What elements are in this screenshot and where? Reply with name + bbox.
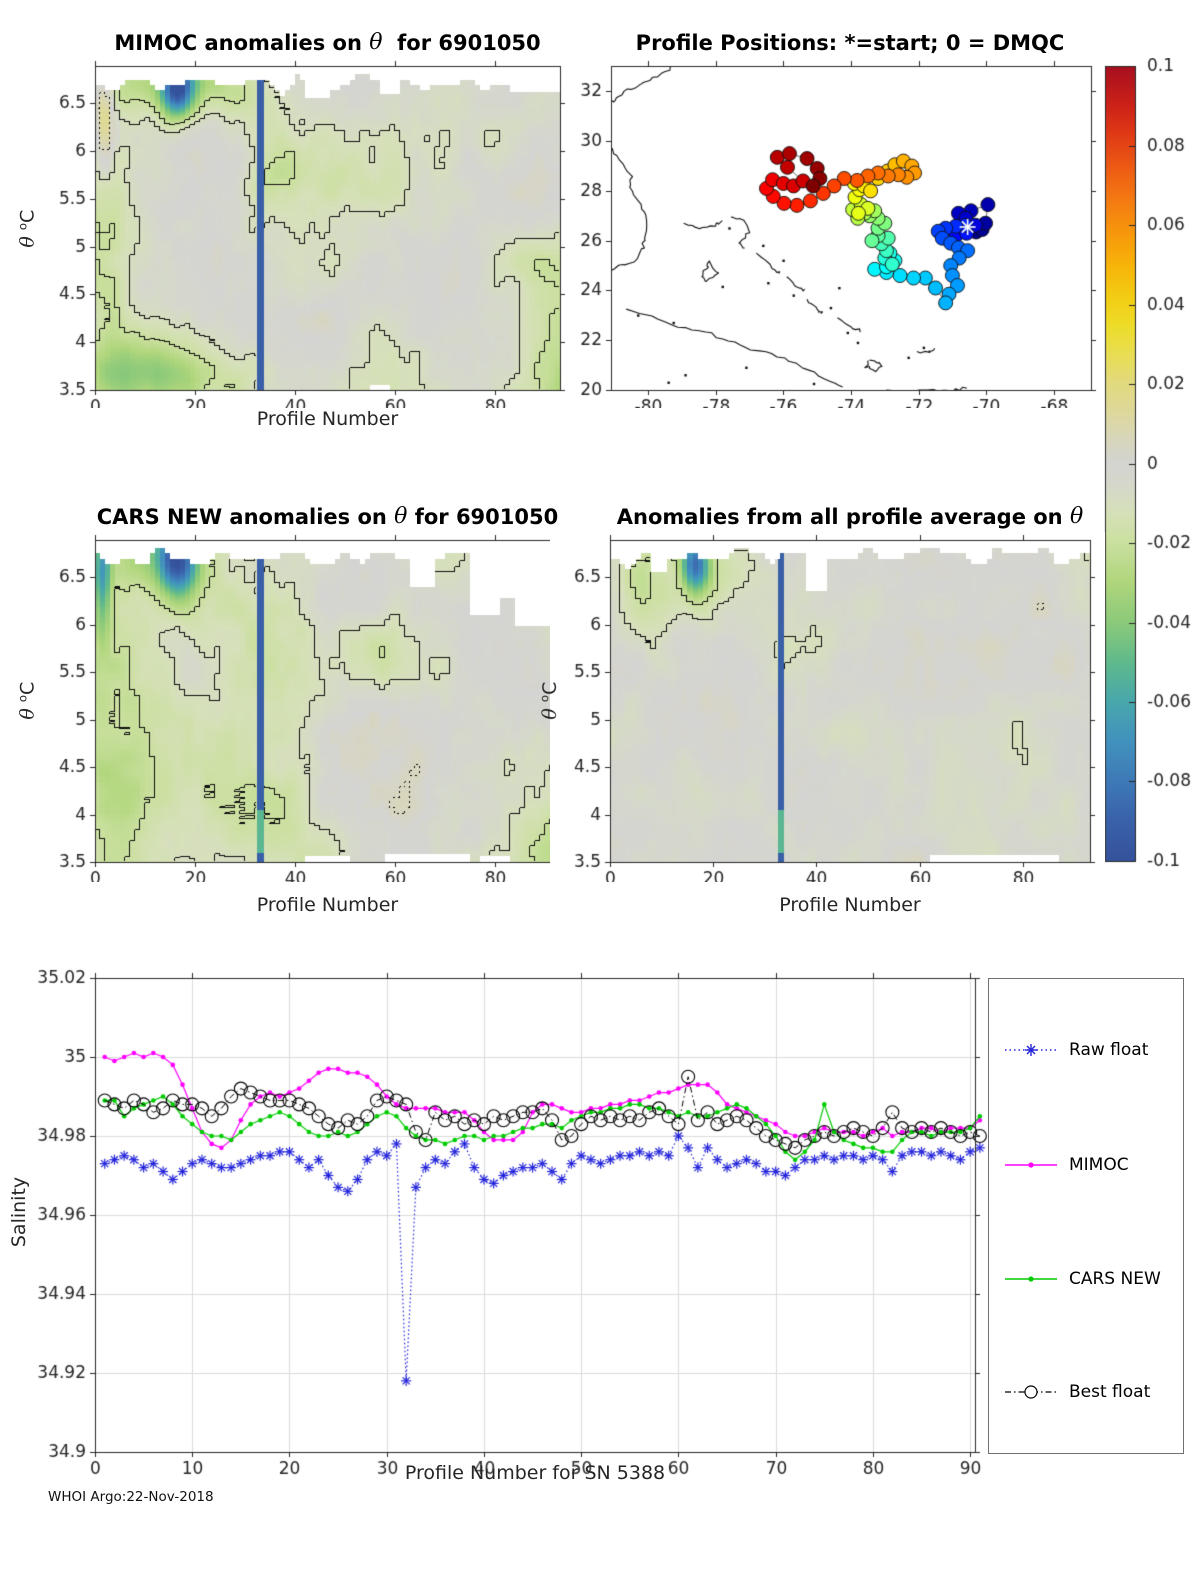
legend-label: MIMOC bbox=[1069, 1155, 1129, 1175]
profile-positions-map bbox=[575, 58, 1105, 408]
legend-item-best-float bbox=[1003, 1377, 1173, 1407]
ylabel-cars bbox=[15, 641, 38, 761]
unit-c: C bbox=[538, 681, 561, 695]
degree-sup: o bbox=[15, 694, 30, 703]
mimoc-anomaly-heatmap bbox=[35, 58, 575, 408]
theta-symbol: θ bbox=[16, 708, 39, 720]
title-text: MIMOC anomalies on bbox=[114, 31, 370, 55]
panel-title-avg bbox=[610, 504, 1090, 530]
legend-label: CARS NEW bbox=[1069, 1269, 1161, 1289]
xlabel-avg: Profile Number bbox=[779, 894, 921, 916]
cars-new-line-sample bbox=[1003, 1269, 1059, 1289]
theta-symbol: θ bbox=[394, 504, 408, 529]
footer-datestamp: WHOI Argo:22-Nov-2018 bbox=[48, 1489, 214, 1505]
legend-label: Best float bbox=[1069, 1382, 1151, 1402]
title-text: CARS NEW anomalies on bbox=[96, 505, 395, 529]
title-text: Anomalies from all profile average on bbox=[616, 505, 1070, 529]
panel-title-mimoc bbox=[95, 30, 560, 56]
degree-sup: o bbox=[15, 222, 30, 231]
legend-label: Raw float bbox=[1069, 1040, 1149, 1060]
xlabel-mimoc: Profile Number bbox=[256, 408, 399, 430]
theta-symbol: θ bbox=[369, 30, 383, 55]
average-anomaly-heatmap bbox=[550, 532, 1105, 882]
title-text: Profile Positions: *=start; 0 = DMQC bbox=[635, 31, 1065, 55]
mimoc-line-sample bbox=[1003, 1155, 1059, 1175]
legend bbox=[988, 978, 1184, 1454]
ylabel-avg bbox=[537, 641, 560, 761]
legend-item-raw-float bbox=[1003, 1035, 1173, 1065]
xlabel-salinity: Profile Number for SN 5388 bbox=[404, 1462, 666, 1484]
ylabel-salinity: Salinity bbox=[8, 1176, 30, 1248]
degree-sup: o bbox=[537, 694, 552, 703]
theta-symbol: θ bbox=[538, 708, 561, 720]
anomaly-colorbar bbox=[1100, 58, 1200, 873]
legend-item-cars-new bbox=[1003, 1264, 1173, 1294]
panel-title-map bbox=[610, 30, 1090, 56]
ylabel-mimoc bbox=[15, 169, 38, 289]
best-float-line-sample bbox=[1003, 1382, 1059, 1402]
unit-c: C bbox=[16, 681, 39, 695]
salinity-line-chart bbox=[30, 935, 990, 1495]
theta-symbol: θ bbox=[1069, 504, 1084, 529]
xlabel-cars: Profile Number bbox=[256, 894, 399, 916]
raw-float-line-sample bbox=[1003, 1040, 1059, 1060]
theta-symbol: θ bbox=[16, 236, 39, 248]
unit-c: C bbox=[16, 209, 39, 223]
title-text: for 6901050 bbox=[382, 31, 541, 55]
cars-anomaly-heatmap bbox=[35, 532, 575, 882]
title-text: for 6901050 bbox=[407, 505, 559, 529]
panel-title-cars bbox=[95, 504, 560, 530]
legend-item-mimoc bbox=[1003, 1150, 1173, 1180]
